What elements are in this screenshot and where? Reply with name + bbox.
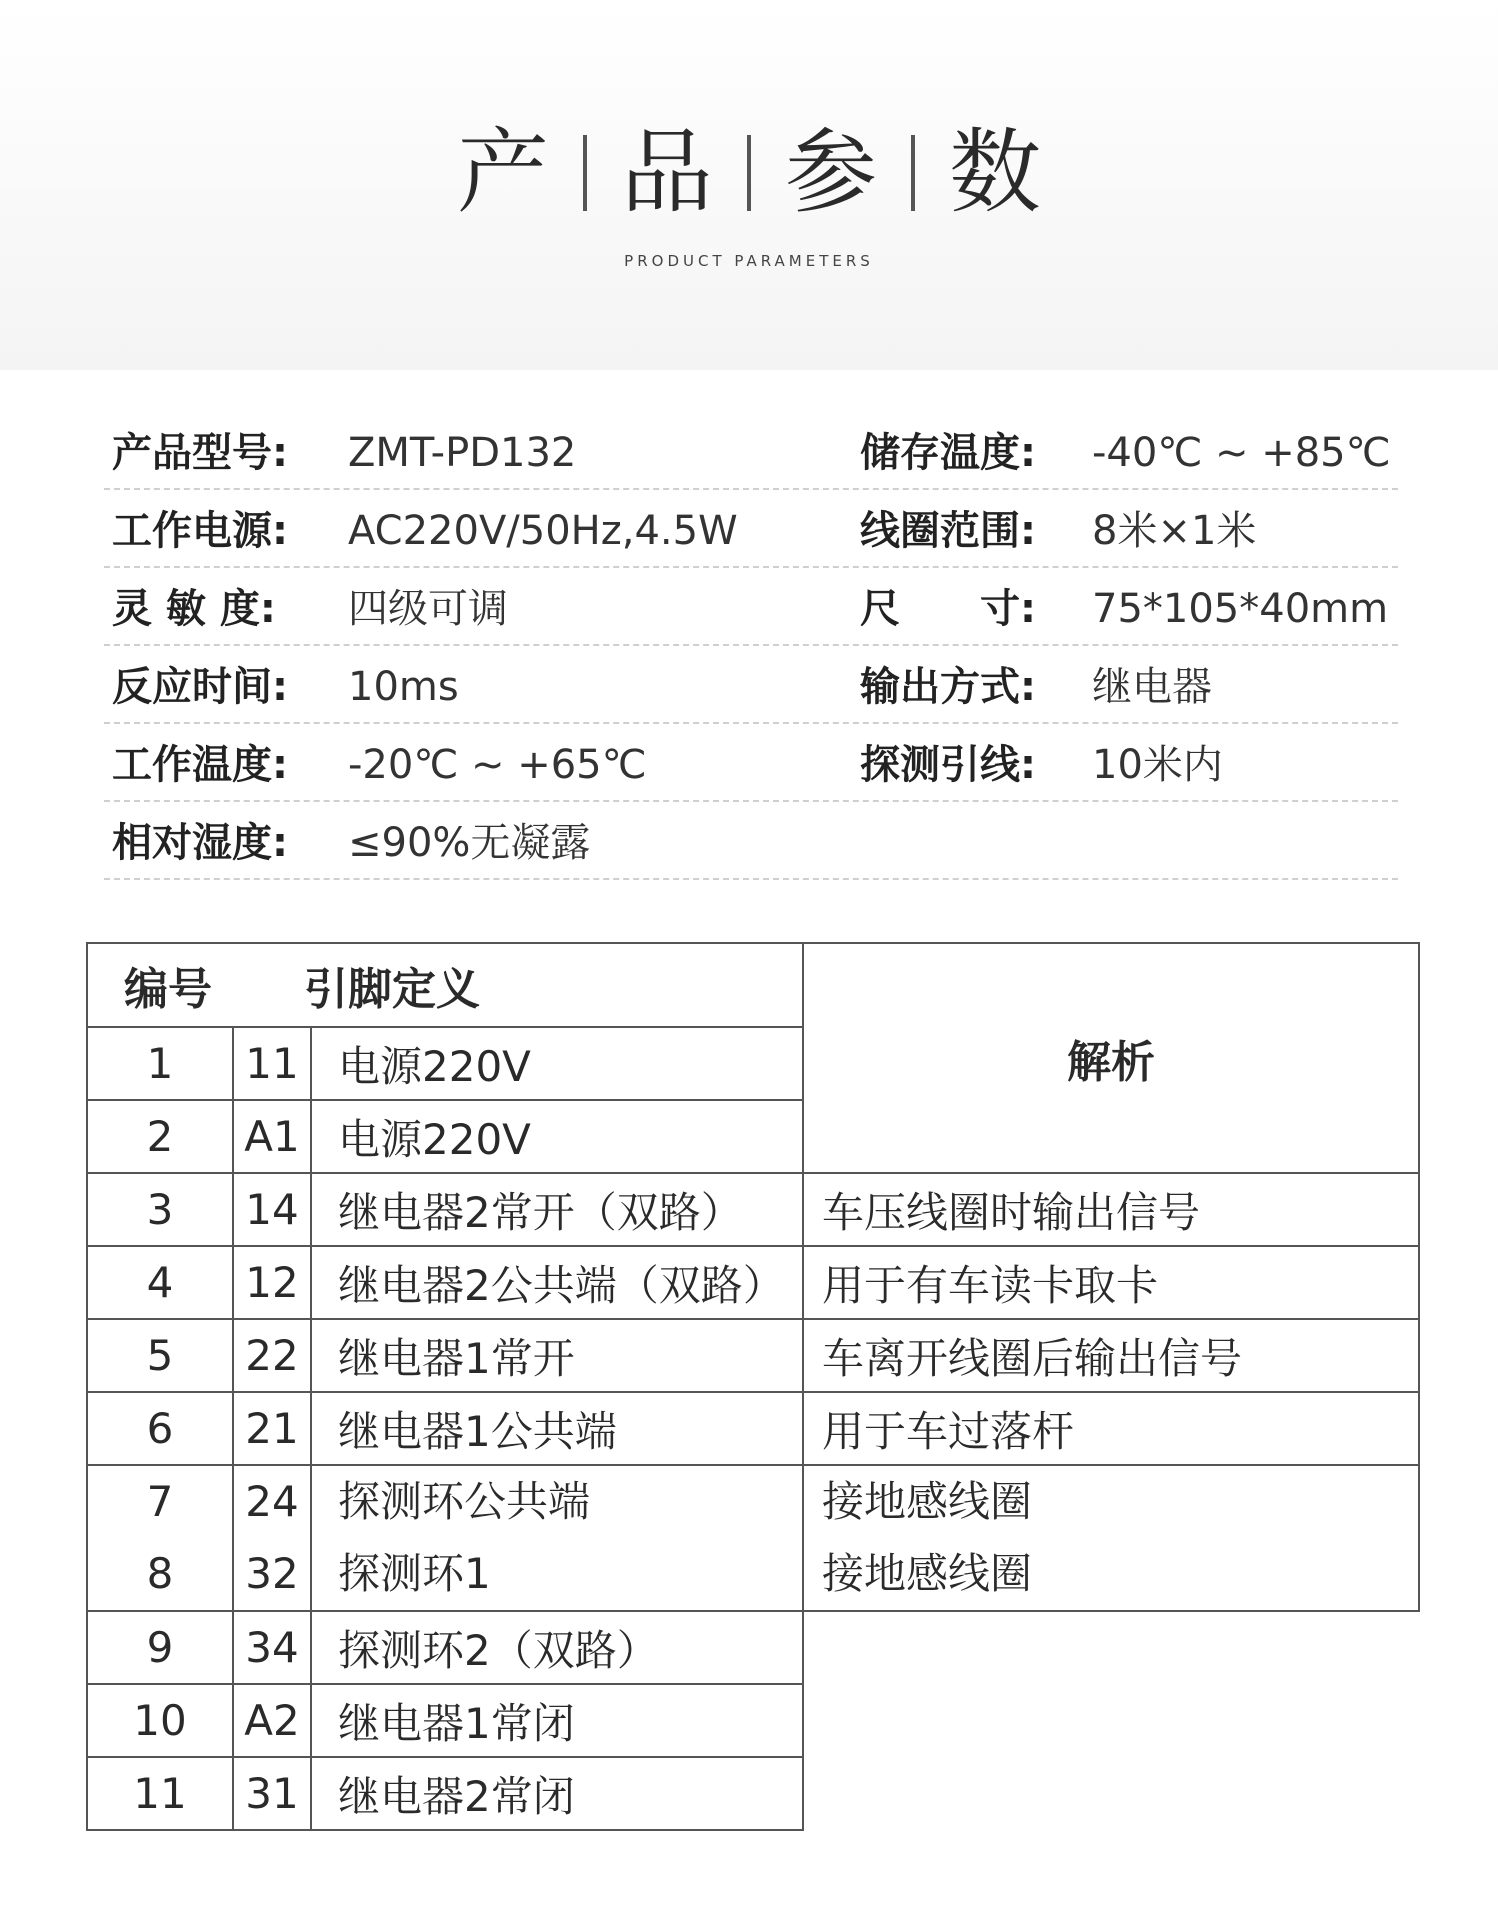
page-header (0, 0, 1498, 370)
cell-pin: 34 (233, 1611, 311, 1684)
cell-pin: 31 (233, 1757, 311, 1830)
header-number: 编号 (124, 964, 212, 1015)
cell-number: 1 (87, 1027, 233, 1100)
header-pin-def: 引脚定义 (304, 964, 480, 1015)
table-row (87, 1757, 1419, 1830)
cell-pin-def: 探测环1 (338, 1549, 491, 1598)
cell-pin-def: 继电器1公共端 (311, 1392, 803, 1465)
table-header-row (87, 943, 1419, 1027)
cell-analysis: 接地感线圈 (822, 1549, 1033, 1598)
spec-label: 工作温度: (112, 742, 288, 788)
spec-label: 相对湿度: (112, 820, 288, 866)
cell-pin-def: 电源220V (311, 1100, 803, 1173)
cell-number-group (87, 1465, 233, 1611)
cell-pin-def: 继电器2常闭 (311, 1757, 803, 1830)
spec-value: -40℃ ~ +85℃ (1092, 430, 1391, 476)
cell-pin: 14 (233, 1173, 311, 1246)
cell-pin-group (233, 1465, 311, 1611)
cell-pin: 22 (233, 1319, 311, 1392)
cell-number: 3 (87, 1173, 233, 1246)
cell-pin-def: 探测环公共端 (338, 1477, 591, 1526)
spec-label: 灵 敏 度: (112, 586, 276, 632)
spec-value: ZMT-PD132 (348, 430, 577, 476)
cell-pin: 21 (233, 1392, 311, 1465)
page-subtitle: PRODUCT PARAMETERS (624, 252, 874, 270)
cell-analysis: 车离开线圈后输出信号 (803, 1319, 1419, 1392)
table-row (87, 1173, 1419, 1246)
table-header-left (87, 943, 803, 1027)
spec-value: 75*105*40mm (1092, 586, 1389, 632)
page-title (0, 118, 1498, 228)
title-char: 产 (456, 119, 549, 226)
pin-table (86, 942, 1420, 1831)
cell-analysis: 用于车过落杆 (803, 1392, 1419, 1465)
spec-row (104, 488, 1398, 568)
spec-label: 探测引线: (860, 742, 1036, 788)
spec-row (104, 410, 1398, 490)
spec-value: ≤90%无凝露 (348, 820, 591, 866)
cell-pin-def: 继电器2常开（双路） (311, 1173, 803, 1246)
cell-number: 8 (146, 1549, 174, 1598)
spec-label: 反应时间: (112, 664, 288, 710)
table-row-double (87, 1465, 1419, 1611)
cell-pin-def: 继电器1常开 (311, 1319, 803, 1392)
cell-number: 6 (87, 1392, 233, 1465)
cell-pin: A1 (233, 1100, 311, 1173)
cell-pin-def: 继电器1常闭 (311, 1684, 803, 1757)
cell-pin-def: 继电器2公共端（双路） (311, 1246, 803, 1319)
cell-analysis: 接地感线圈 (822, 1477, 1033, 1526)
spec-label: 尺 寸: (860, 586, 1036, 632)
cell-analysis: 用于有车读卡取卡 (803, 1246, 1419, 1319)
spec-value: 10ms (348, 664, 459, 710)
spec-label: 工作电源: (112, 508, 288, 554)
header-analysis: 解析 (803, 943, 1419, 1173)
spec-value: 继电器 (1092, 664, 1212, 710)
spec-label: 线圈范围: (860, 508, 1036, 554)
cell-pin: 11 (233, 1027, 311, 1100)
title-char: 数 (949, 119, 1042, 226)
spec-row (104, 566, 1398, 646)
cell-pin-def: 探测环2（双路） (311, 1611, 803, 1684)
cell-pin: 24 (245, 1477, 299, 1526)
cell-number: 4 (87, 1246, 233, 1319)
cell-pin-def-group (311, 1465, 803, 1611)
cell-number: 2 (87, 1100, 233, 1173)
empty-cell (803, 1611, 1419, 1684)
cell-number: 10 (87, 1684, 233, 1757)
cell-number: 7 (146, 1477, 174, 1526)
title-char: 参 (785, 119, 878, 226)
table-row (87, 1246, 1419, 1319)
cell-number: 9 (87, 1611, 233, 1684)
spec-row (104, 722, 1398, 802)
spec-value: 10米内 (1092, 742, 1223, 788)
spec-row (104, 644, 1398, 724)
cell-analysis: 车压线圈时输出信号 (803, 1173, 1419, 1246)
spec-row (104, 800, 1398, 880)
table-row (87, 1684, 1419, 1757)
cell-number: 5 (87, 1319, 233, 1392)
cell-analysis-group (803, 1465, 1419, 1611)
table-row (87, 1319, 1419, 1392)
spec-value: AC220V/50Hz,4.5W (348, 508, 738, 554)
cell-pin-def: 电源220V (311, 1027, 803, 1100)
empty-cell (803, 1684, 1419, 1757)
spec-label: 储存温度: (860, 430, 1036, 476)
spec-label: 输出方式: (860, 664, 1036, 710)
title-char: 品 (620, 119, 713, 226)
spec-label: 产品型号: (112, 430, 288, 476)
cell-pin: 32 (245, 1549, 299, 1598)
cell-pin: 12 (233, 1246, 311, 1319)
table-row (87, 1392, 1419, 1465)
empty-cell (803, 1757, 1419, 1830)
cell-pin: A2 (233, 1684, 311, 1757)
cell-number: 11 (87, 1757, 233, 1830)
spec-value: -20℃ ~ +65℃ (348, 742, 647, 788)
table-row (87, 1611, 1419, 1684)
spec-value: 8米×1米 (1092, 508, 1257, 554)
spec-value: 四级可调 (348, 586, 508, 632)
